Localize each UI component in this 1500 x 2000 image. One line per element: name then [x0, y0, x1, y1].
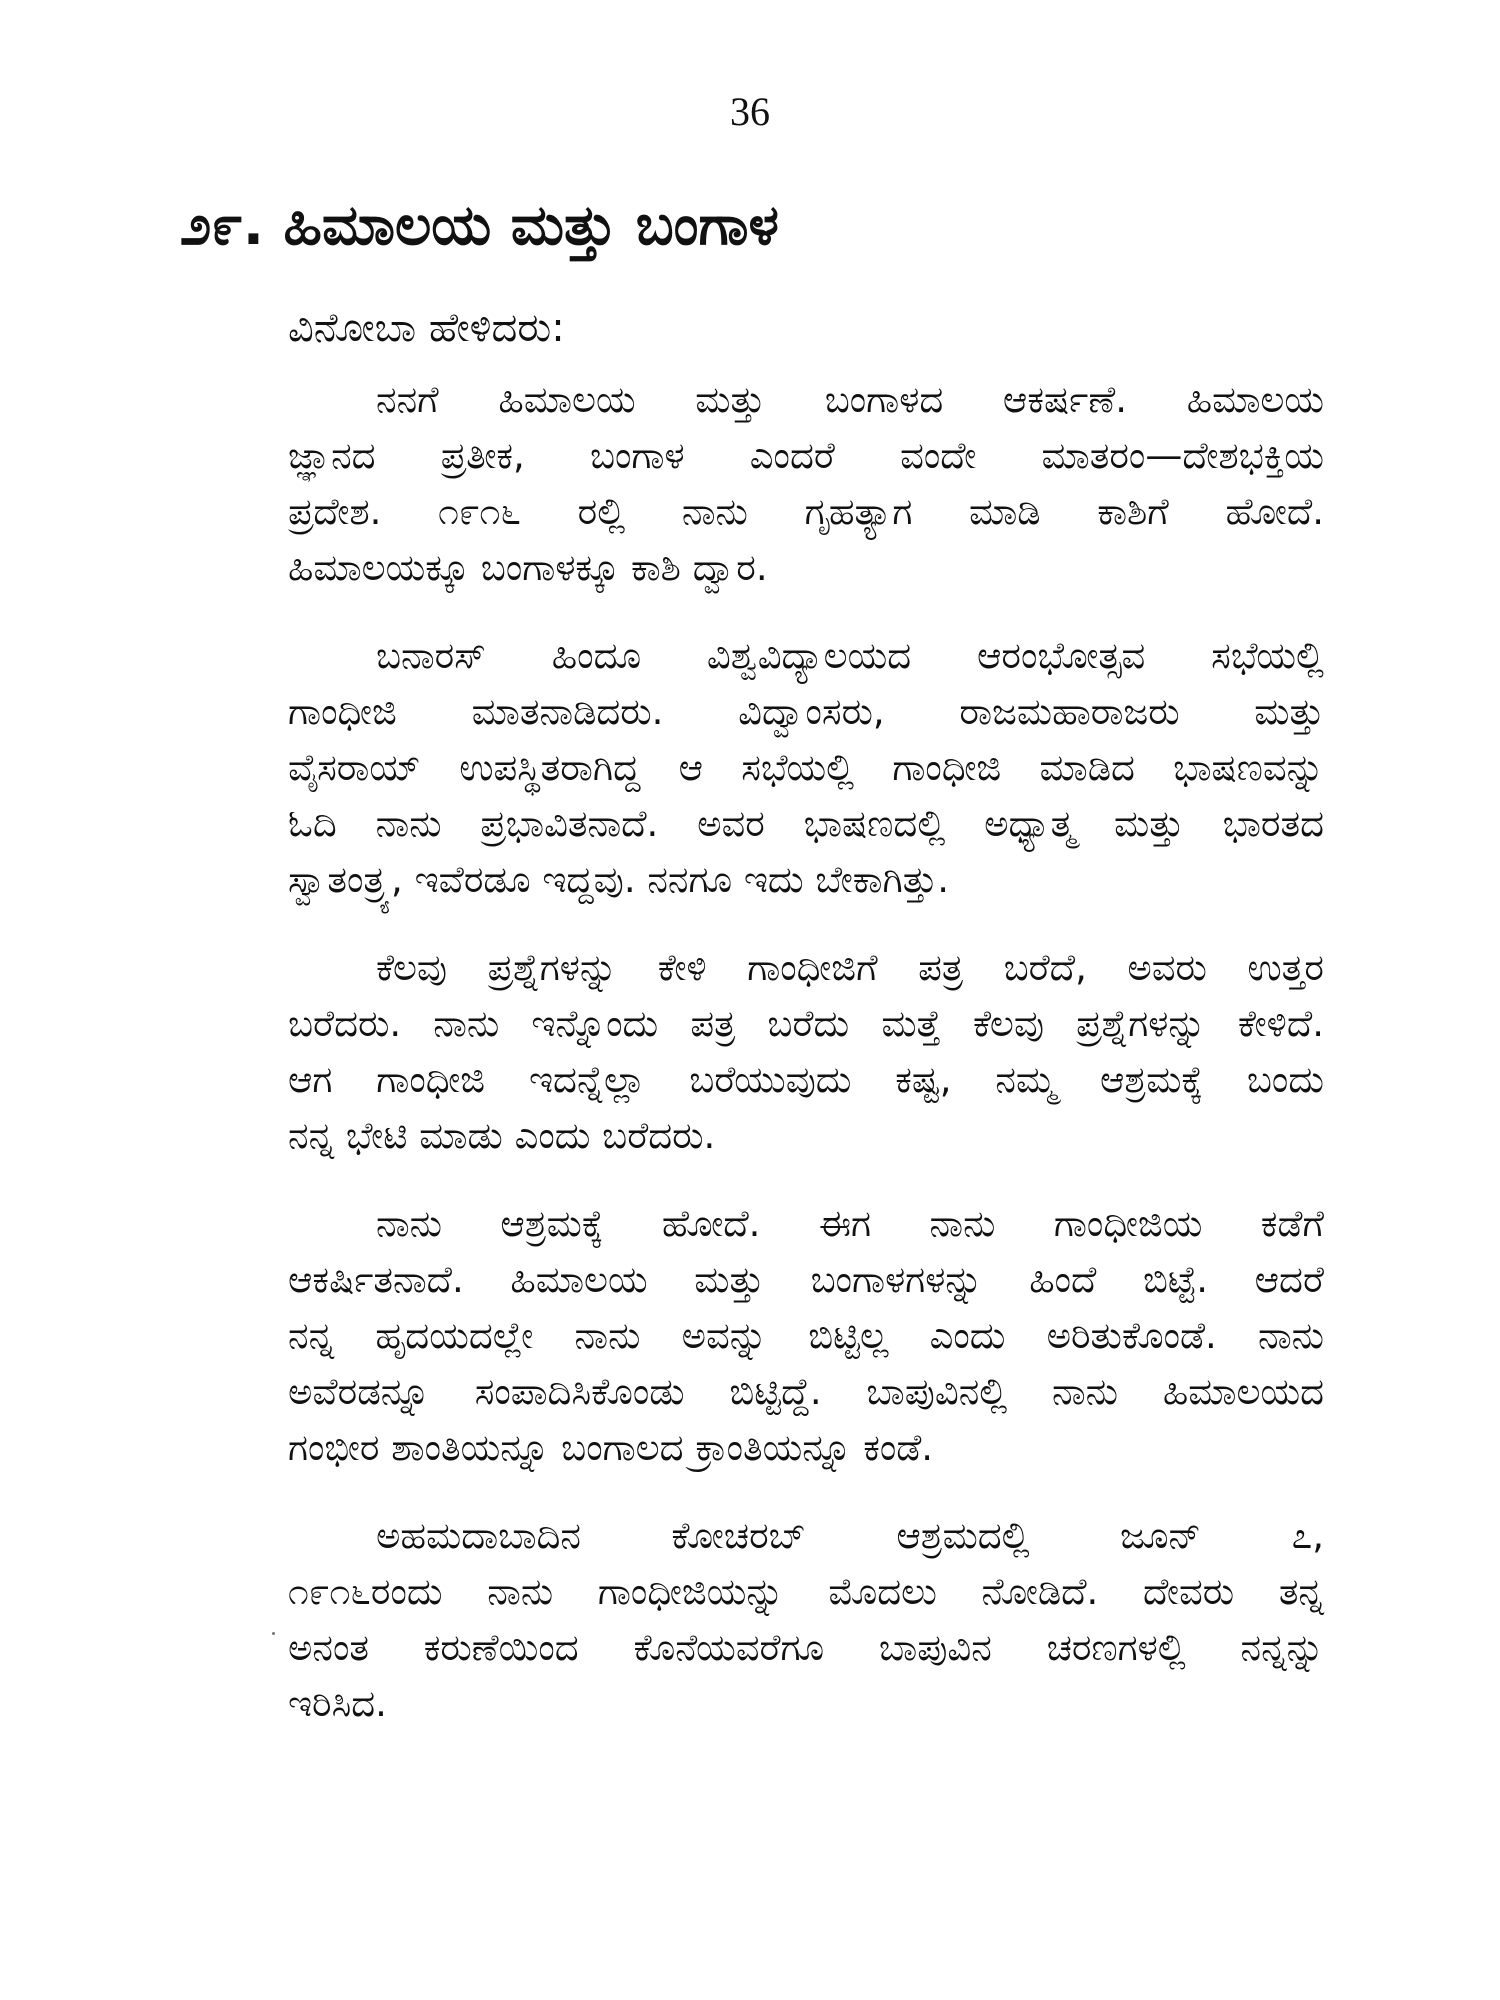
text-line: ೧೯೧೬ರಂದು ನಾನು ಗಾಂಧೀಜಿಯನ್ನು ಮೊದಲು ನೋಡಿದೆ. ದೇವರು ತನ್ನ: [288, 1570, 1324, 1613]
scan-speck: [272, 1632, 275, 1635]
text-line: ಗಂಭೀರ ಶಾಂತಿಯನ್ನೂ ಬಂಗಾಲದ ಕ್ರಾಂತಿಯನ್ನೂ ಕಂಡೆ.: [288, 1426, 934, 1469]
text-line: ನನ್ನ ಹೃದಯದಲ್ಲೇ ನಾನು ಅವನ್ನು ಬಿಟ್ಟಿಲ್ಲ ಎಂದು ಅರಿತುಕೊಂಡೆ. ನಾನು: [288, 1314, 1324, 1357]
text-line: ಗಾಂಧೀಜಿ ಮಾತನಾಡಿದರು. ವಿದ್ವಾಂಸರು, ರಾಜಮಹಾರಾಜರು ಮತ್ತು: [288, 690, 1324, 733]
text-line: ಇರಿಸಿದ.: [288, 1682, 387, 1725]
chapter-title: ೨೯. ಹಿಮಾಲಯ ಮತ್ತು ಬಂಗಾಳ: [180, 193, 779, 258]
text-line: ಆಕರ್ಷಿತನಾದೆ. ಹಿಮಾಲಯ ಮತ್ತು ಬಂಗಾಳಗಳನ್ನು ಹಿಂದೆ ಬಿಟ್ಟೆ. ಆದರೆ: [288, 1258, 1324, 1301]
text-line: ಅಹಮದಾಬಾದಿನ ಕೋಚರಬ್ ಆಶ್ರಮದಲ್ಲಿ ಜೂನ್ ೭,: [376, 1514, 1324, 1557]
paragraph: [288, 940, 1324, 1164]
text-line: ಸ್ವಾತಂತ್ರ್ಯ, ಇವೆರಡೂ ಇದ್ದವು. ನನಗೂ ಇದು ಬೇಕಾಗಿತ್ತು.: [288, 858, 950, 901]
text-line: ಪ್ರದೇಶ. ೧೯೧೬ ರಲ್ಲಿ ನಾನು ಗೃಹತ್ಯಾಗ ಮಾಡಿ ಕಾಶಿಗೆ ಹೋದೆ.: [288, 490, 1324, 533]
text-line: ನನ್ನ ಭೇಟಿ ಮಾಡು ಎಂದು ಬರೆದರು.: [288, 1114, 716, 1157]
text-line: ಹಿಮಾಲಯಕ್ಕೂ ಬಂಗಾಳಕ್ಕೂ ಕಾಶಿ ದ್ವಾರ.: [288, 546, 768, 589]
text-line: ಬನಾರಸ್ ಹಿಂದೂ ವಿಶ್ವವಿದ್ಯಾಲಯದ ಆರಂಭೋತ್ಸವ ಸಭೆಯಲ್ಲಿ: [376, 634, 1324, 677]
text-line: ಅನಂತ ಕರುಣೆಯಿಂದ ಕೊನೆಯವರೆಗೂ ಬಾಪುವಿನ ಚರಣಗಳಲ್ಲಿ ನನ್ನನ್ನು: [288, 1626, 1324, 1669]
text-line: ನನಗೆ ಹಿಮಾಲಯ ಮತ್ತು ಬಂಗಾಳದ ಆಕರ್ಷಣೆ. ಹಿಮಾಲಯ: [376, 378, 1324, 421]
text-line: ಆಗ ಗಾಂಧೀಜಿ ಇದನ್ನೆಲ್ಲಾ ಬರೆಯುವುದು ಕಷ್ಟ, ನಮ್ಮ ಆಶ್ರಮಕ್ಕೆ ಬಂದು: [288, 1058, 1324, 1101]
text-line: ಓದಿ ನಾನು ಪ್ರಭಾವಿತನಾದೆ. ಅವರ ಭಾಷಣದಲ್ಲಿ ಅಧ್ಯಾತ್ಮ ಮತ್ತು ಭಾರತದ: [288, 802, 1324, 845]
text-line: ಜ್ಞಾನದ ಪ್ರತೀಕ, ಬಂಗಾಳ ಎಂದರೆ ವಂದೇ ಮಾತರಂ—ದೇಶಭಕ್ತಿಯ: [288, 434, 1324, 477]
chapter-body: [288, 372, 1324, 1764]
page-number: 36: [730, 89, 770, 134]
paragraph: [288, 372, 1324, 596]
text-line: ವೈಸರಾಯ್ ಉಪಸ್ಥಿತರಾಗಿದ್ದ ಆ ಸಭೆಯಲ್ಲಿ ಗಾಂಧೀಜಿ ಮಾಡಿದ ಭಾಷಣವನ್ನು: [288, 746, 1324, 789]
speaker-intro: ವಿನೋಬಾ ಹೇಳಿದರು:: [288, 305, 565, 351]
paragraph: [288, 1508, 1324, 1732]
paragraph: [288, 628, 1324, 908]
text-line: ನಾನು ಆಶ್ರಮಕ್ಕೆ ಹೋದೆ. ಈಗ ನಾನು ಗಾಂಧೀಜಿಯ ಕಡೆಗೆ: [376, 1202, 1324, 1245]
text-line: ಕೆಲವು ಪ್ರಶ್ನೆಗಳನ್ನು ಕೇಳಿ ಗಾಂಧೀಜಿಗೆ ಪತ್ರ ಬರೆದೆ, ಅವರು ಉತ್ತರ: [376, 946, 1324, 989]
paragraph: [288, 1196, 1324, 1476]
text-line: ಬರೆದರು. ನಾನು ಇನ್ನೊಂದು ಪತ್ರ ಬರೆದು ಮತ್ತೆ ಕೆಲವು ಪ್ರಶ್ನೆಗಳನ್ನು ಕೇಳಿದೆ.: [288, 1002, 1324, 1045]
text-line: ಅವೆರಡನ್ನೂ ಸಂಪಾದಿಸಿಕೊಂಡು ಬಿಟ್ಟಿದ್ದೆ. ಬಾಪುವಿನಲ್ಲಿ ನಾನು ಹಿಮಾಲಯದ: [288, 1370, 1324, 1413]
